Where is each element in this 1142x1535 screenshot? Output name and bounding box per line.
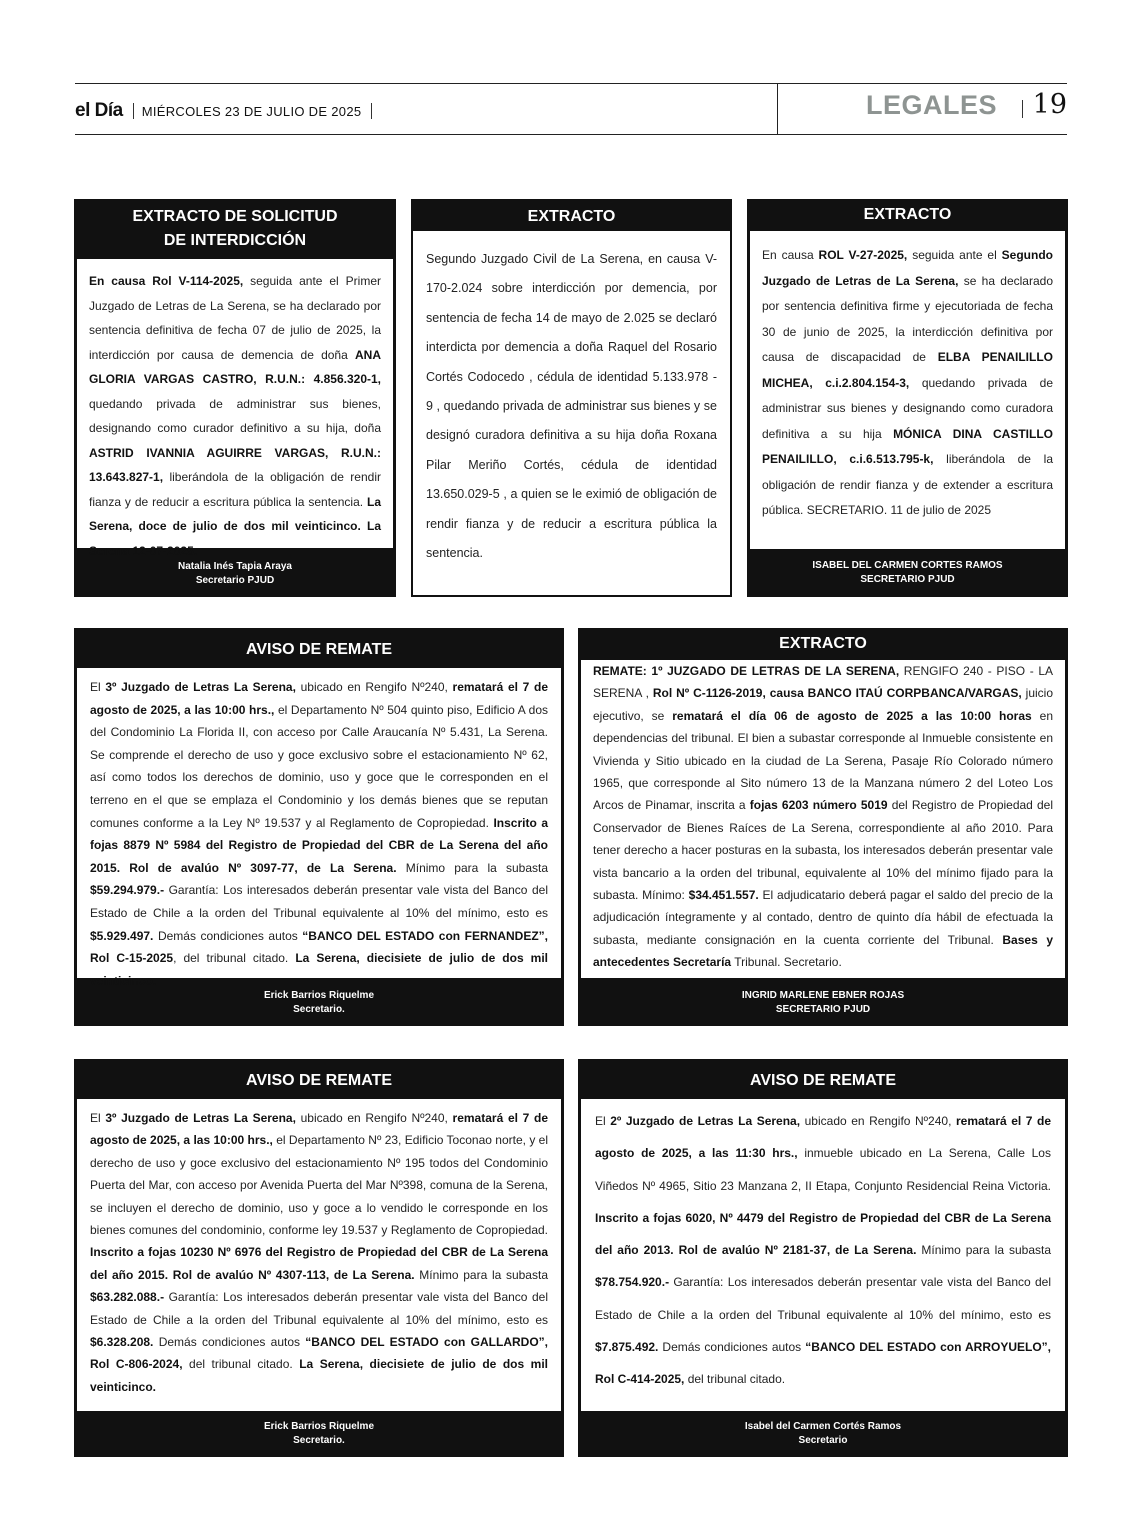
publication-date: MIÉRCOLES 23 DE JULIO DE 2025: [141, 103, 362, 119]
ad-extracto-interdiccion: [74, 199, 396, 597]
signer-name: Isabel del Carmen Cortés Ramos: [744, 1421, 902, 1432]
signer-title: SECRETARIO PJUD: [860, 574, 955, 585]
ad-title-line1: EXTRACTO DE SOLICITUD: [132, 208, 338, 225]
ad-body: El 3º Juzgado de Letras La Serena, ubicado en Rengifo Nº240, rematará el 7 de agosto de 2025, a las 10:00 hrs., el Departamento Nº 23, Edificio Toconao norte, y el derecho de uso y goce exclusivo del estacionamiento Nº 195 todos del Condominio Puerta del Mar, con acceso por Avenida Puerta del Mar Nº398, comuna de la Serena, se incluyen el derecho de dominio, uso y goce a lo vendido le corresponde en los bienes comunes del condominio, conforme ley 19.537 y Reglamento de Copropiedad. Inscrito a fojas 10230 Nº 6976 del Registro de Propiedad del CBR de La Serena del año 2015. Rol de avalúo Nº 4307-113, de La Serena. Mínimo para la subasta $63.282.088.- Garantía: Los interesados deberán presentar vale vista del Banco del Estado de Chile a la orden del Tribunal equivalente al 10% del mínimo, esto es $6.328.208. Demás condiciones autos “BANCO DEL ESTADO con GALLARDO”, Rol C-806-2024, del tribunal citado. La Serena, diecisiete de julio de dos mil veinticinco.: [77, 1099, 561, 1411]
section-title: LEGALES: [865, 90, 997, 120]
ad-signature: [74, 1420, 564, 1448]
ad-body: REMATE: 1º JUZGADO DE LETRAS DE LA SERENA, RENGIFO 240 - PISO - LA SERENA , Rol Nº C-1126-2019, causa BANCO ITAÚ CORPBANCA/VARGAS, juicio ejecutivo, se rematará el día 06 de agosto de 2025 a las 10:00 horas en dependencias del tribunal. El bien a subastar corresponde al Inmueble consistente en Vivienda y Sitio ubicado en la ciudad de La Serena, Pasaje Río Colorado número 1965, que corresponde al Sito número 13 de la Manzana número 2 del Loteo Los Arcos de Pinamar, inscrita a fojas 6203 número 5019 del Registro de Propiedad del Conservador de Bienes Raíces de La Serena, correspondiente al año 2010. Para tener derecho a hacer posturas en la subasta, los interesados deberán presentar vale vista bancario a la orden del tribunal, equivalente al 10% del mínimo fijado para la subasta. Mínimo: $34.451.557. El adjudicatario deberá pagar el saldo del precio de la adjudicación íntegramente y al contado, dentro de quinto día hábil de efectuada la subasta, mediante consignación en la cuenta corriente del Tribunal. Bases y antecedentes Secretaría Tribunal. Secretario.: [581, 660, 1065, 978]
ad-signature: [747, 559, 1068, 587]
ad-title: EXTRACTO: [413, 201, 730, 231]
ad-body: El 3º Juzgado de Letras La Serena, ubicado en Rengifo Nº240, rematará el 7 de agosto de 2025, a las 10:00 hrs., el Departamento Nº 504 quinto piso, Edificio A dos del Condominio La Florida II, con acceso por Calle Araucanía Nº 5.431, La Serena. Se comprende el derecho de uso y goce exclusivo sobre el estacionamiento Nº 62, así como todos los derechos de dominio, uso y goce que le corresponden en el terreno en el que se emplaza el Condominio y los demás bienes que se reputan comunes conforme a la Ley Nº 19.537 y al Reglamento de Copropiedad. Inscrito a fojas 8879 Nº 5984 del Registro de Propiedad del CBR de La Serena del año 2015. Rol de avalúo Nº 3097-77, de La Serena. Mínimo para la subasta $59.294.979.- Garantía: Los interesados deberán presentar vale vista del Banco del Estado de Chile a la orden del Tribunal equivalente al 10% del mínimo, esto es $5.929.497. Demás condiciones autos “BANCO DEL ESTADO con FERNANDEZ”, Rol C-15-2025, del tribunal citado. La Serena, diecisiete de julio de dos mil veinticinco.: [77, 668, 561, 978]
ad-title: EXTRACTO: [779, 635, 867, 652]
ad-extracto-rol-v27: [747, 199, 1068, 597]
ad-title: AVISO DE REMATE: [245, 641, 393, 658]
signer-name: INGRID MARLENE EBNER ROJAS: [741, 990, 905, 1001]
ad-body: El 2º Juzgado de Letras La Serena, ubicado en Rengifo Nº240, rematará el 7 de agosto de 2025, a las 11:30 hrs., inmueble ubicado en La Serena, Calle Los Viñedos Nº 4965, Sitio 23 Manzana 2, II Etapa, Conjunto Residencial Reina Victoria. Inscrito a fojas 6020, Nº 4479 del Registro de Propiedad del CBR de La Serena del año 2013. Rol de avalúo Nº 2181-37, de La Serena. Mínimo para la subasta $78.754.920.- Garantía: Los interesados deberán presentar vale vista del Banco del Estado de Chile a la orden del Tribunal equivalente al 10% del mínimo, esto es $7.875.492. Demás condiciones autos “BANCO DEL ESTADO con ARROYUELO”, Rol C-414-2025, del tribunal citado.: [581, 1099, 1065, 1411]
ad-body: En causa ROL V-27-2025, seguida ante el Segundo Juzgado de Letras de La Serena, se ha declarado por sentencia definitiva firme y ejecutoriada de fecha 30 de junio de 2025, la interdicción definitiva por causa de discapacidad de ELBA PENAILILLO MICHEA, c.i.2.804.154-3, quedando privada de administrar sus bienes y designando como curadora definitiva a su hija MÓNICA DINA CASTILLO PENAILILLO, c.i.6.513.795-k, liberándola de la obligación de rendir fianza y de extender a escritura pública. SECRETARIO. 11 de julio de 2025: [750, 231, 1065, 549]
ad-title-line2: DE INTERDICCIÓN: [163, 232, 307, 249]
ad-signature: [74, 989, 564, 1017]
ad-title: EXTRACTO: [863, 206, 952, 223]
ad-remate-fernandez: [74, 628, 564, 1026]
ad-body: Segundo Juzgado Civil de La Serena, en causa V-170-2.024 sobre interdicción por demencia, por sentencia de fecha 14 de mayo de 2.025 se declaró interdicta por demencia a doña Raquel del Rosario Cortés Codocedo , cédula de identidad 5.133.978 - 9 , quedando privada de administrar sus bienes y se designó curadora definitiva a su hija doña Roxana Pilar Meriño Cortés, cédula de identidad 13.650.029-5 , a quien se le eximió de obligación de rendir fianza y de reducir a escritura pública la sentencia.: [413, 231, 730, 591]
signer-title: Secretario: [798, 1435, 848, 1446]
ad-title: AVISO DE REMATE: [749, 1072, 897, 1089]
signer-name: Natalia Inés Tapia Araya: [178, 561, 292, 572]
ad-body: En causa Rol V-114-2025, seguida ante el Primer Juzgado de Letras de La Serena, se ha declarado por sentencia definitiva de fecha 07 de julio de 2025, la interdicción por causa de demencia de doña ANA GLORIA VARGAS CASTRO, R.U.N.: 4.856.320-1, quedando privada de administrar sus bienes, designando como curador definitivo a su hija, doña ASTRID IVANNIA AGUIRRE VARGAS, R.U.N.: 13.643.827-1, liberándola de la obligación de rendir fianza y de reducir a escritura pública la sentencia. La Serena, doce de julio de dos mil veinticinco. La Serena 12-07-2025.: [77, 259, 393, 548]
signer-title: Secretario.: [293, 1435, 345, 1446]
signer-title: Secretario.: [293, 1004, 345, 1015]
ad-signature: [578, 1420, 1068, 1448]
signer-title: Secretario PJUD: [195, 575, 275, 586]
ad-extracto-segundo-juzgado: [411, 199, 732, 597]
page-number: 19: [1032, 89, 1067, 120]
ad-remate-arroyuelo: [578, 1059, 1068, 1457]
ad-remate-gallardo: [74, 1059, 564, 1457]
signer-name: Erick Barrios Riquelme: [263, 1421, 375, 1432]
ad-signature: [578, 989, 1068, 1017]
signer-title: SECRETARIO PJUD: [775, 1004, 871, 1015]
ad-signature: [74, 560, 396, 588]
signer-name: Erick Barrios Riquelme: [263, 990, 375, 1001]
signer-name: ISABEL DEL CARMEN CORTES RAMOS: [812, 560, 1003, 571]
ad-title: AVISO DE REMATE: [245, 1072, 393, 1089]
page-header: [75, 83, 1067, 135]
newspaper-name: el Día: [75, 100, 123, 121]
ad-extracto-itau: [578, 628, 1068, 1026]
